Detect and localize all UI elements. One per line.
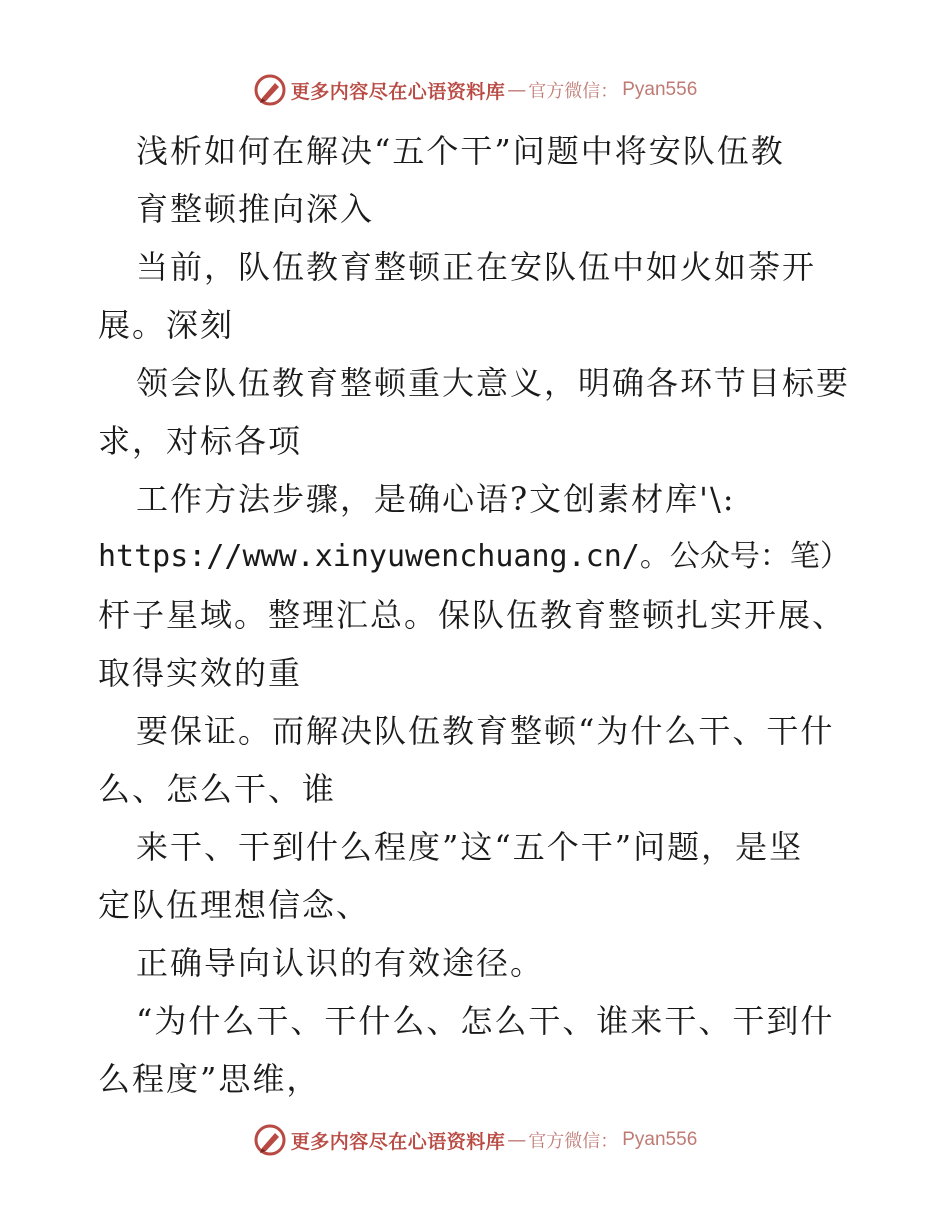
text-line: 来干、干到什么程度”这“五个干”问题，是坚 bbox=[136, 828, 804, 866]
text-line: “为什么干、干什么、怎么干、谁来干、干到什 bbox=[136, 1002, 835, 1040]
footer-banner bbox=[0, 1120, 950, 1160]
text-line: 浅析如何在解决“五个干”问题中将安队伍教 bbox=[136, 132, 785, 170]
text-line: 求，对标各项 bbox=[98, 422, 303, 460]
text-line: 工作方法步骤，是确心语?文创素材库'\: bbox=[136, 480, 736, 518]
text-line: 当前，队伍教育整顿正在安队伍中如火如荼开 bbox=[136, 248, 817, 286]
text-line-url: https://www.xinyuwenchuang.cn/。公众号：笔） bbox=[98, 539, 850, 574]
pen-logo-icon bbox=[253, 73, 287, 107]
text-line: 么程度”思维， bbox=[98, 1060, 321, 1098]
banner-slogan: 更多内容尽在心语资料库 bbox=[290, 1130, 506, 1153]
banner-official-label: 官方微信 bbox=[528, 1131, 601, 1152]
text-line: 领会队伍教育整顿重大意义，明确各环节目标要 bbox=[136, 364, 851, 402]
text-line: 取得实效的重 bbox=[98, 654, 303, 692]
text-line: 要保证。而解决队伍教育整顿“为什么干、干什 bbox=[136, 712, 835, 750]
header-banner bbox=[0, 70, 950, 110]
text-line: 育整顿推向深入 bbox=[136, 190, 375, 228]
banner-official-label: 官方微信 bbox=[528, 81, 601, 102]
banner-separator: — bbox=[507, 1129, 527, 1151]
banner-separator: — bbox=[507, 79, 527, 101]
banner-slogan: 更多内容尽在心语资料库 bbox=[290, 80, 506, 103]
text-line: 展。深刻 bbox=[98, 306, 235, 344]
document-body bbox=[98, 122, 858, 1108]
banner-wechat-id: Pyan556 bbox=[622, 79, 698, 100]
text-line: 定队伍理想信念、 bbox=[98, 886, 371, 924]
text-line: 正确导向认识的有效途径。 bbox=[136, 944, 545, 982]
banner-colon: ： bbox=[600, 81, 619, 102]
text-line: 杆子星域。整理汇总。保队伍教育整顿扎实开展、 bbox=[98, 596, 847, 634]
text-line: 么、怎么干、谁 bbox=[98, 770, 337, 808]
banner-wechat-id: Pyan556 bbox=[622, 1129, 698, 1150]
banner-colon: ： bbox=[600, 1131, 619, 1152]
pen-logo-icon bbox=[253, 1123, 287, 1157]
